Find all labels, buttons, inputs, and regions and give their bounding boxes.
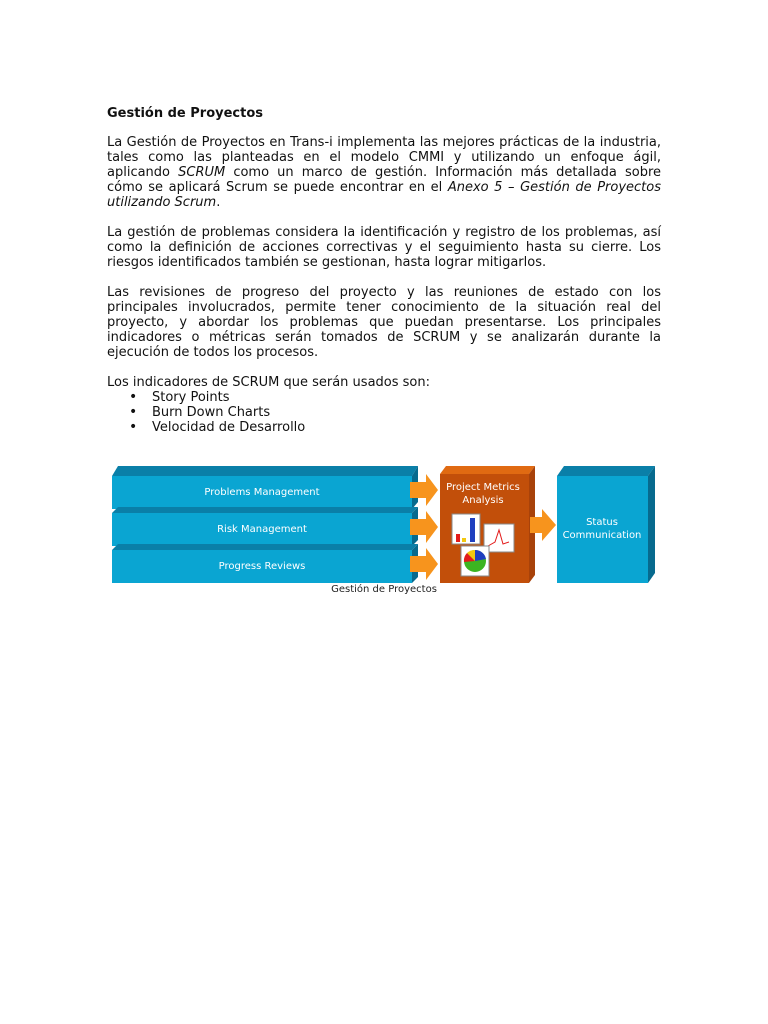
list-item: • Story Points [152,390,661,405]
risk-management-label: Risk Management [217,524,307,535]
paragraph-indicators: Los indicadores de SCRUM que serán usados son: [107,375,430,390]
section-heading: Gestión de Proyectos [107,106,264,121]
pie-chart-icon [461,546,489,576]
progress-reviews-label: Progress Reviews [218,561,306,572]
paragraph-intro: La Gestión de Proyectos en Trans-i implementa las mejores prácticas de la industria, tales como las planteadas en el modelo CMMI y utilizando un enfoque ágil, aplicando SCRUM como un marco de gestión. Información más detallada sobre cómo se aplicará Scrum se puede encontrar en el Anexo 5 – Gestión de Proyectos utilizando Scrum. [107,135,661,210]
status-communication-label: Status Communication [562,517,642,541]
list-item: • Burn Down Charts [152,405,661,420]
paragraph-problems: La gestión de problemas considera la identificación y registro de los problemas, así como la definición de acciones correctivas y el seguimiento hasta su cierre. Los riesgos identificados también se gestionan, hasta lograr mitigarlos. [107,225,661,270]
bar-chart-icon [452,514,480,544]
project-management-diagram [112,462,657,602]
list-item: • Velocidad de Desarrollo [152,420,661,435]
diagram-caption: Gestión de Proyectos [331,584,437,595]
paragraph-reviews: Las revisiones de progreso del proyecto y las reuniones de estado con los principales involucrados, permite tener conocimiento de la situación real del proyecto, y abordar los problemas que puedan presentarse. Los principales indicadores o métricas serán tomados de SCRUM y se analizarán durante la ejecución de todos los procesos. [107,285,661,360]
document-body [107,106,661,435]
indicator-list [107,390,661,435]
problems-management-label: Problems Management [204,487,320,498]
metrics-analysis-label: Project Metrics Analysis [446,482,520,506]
